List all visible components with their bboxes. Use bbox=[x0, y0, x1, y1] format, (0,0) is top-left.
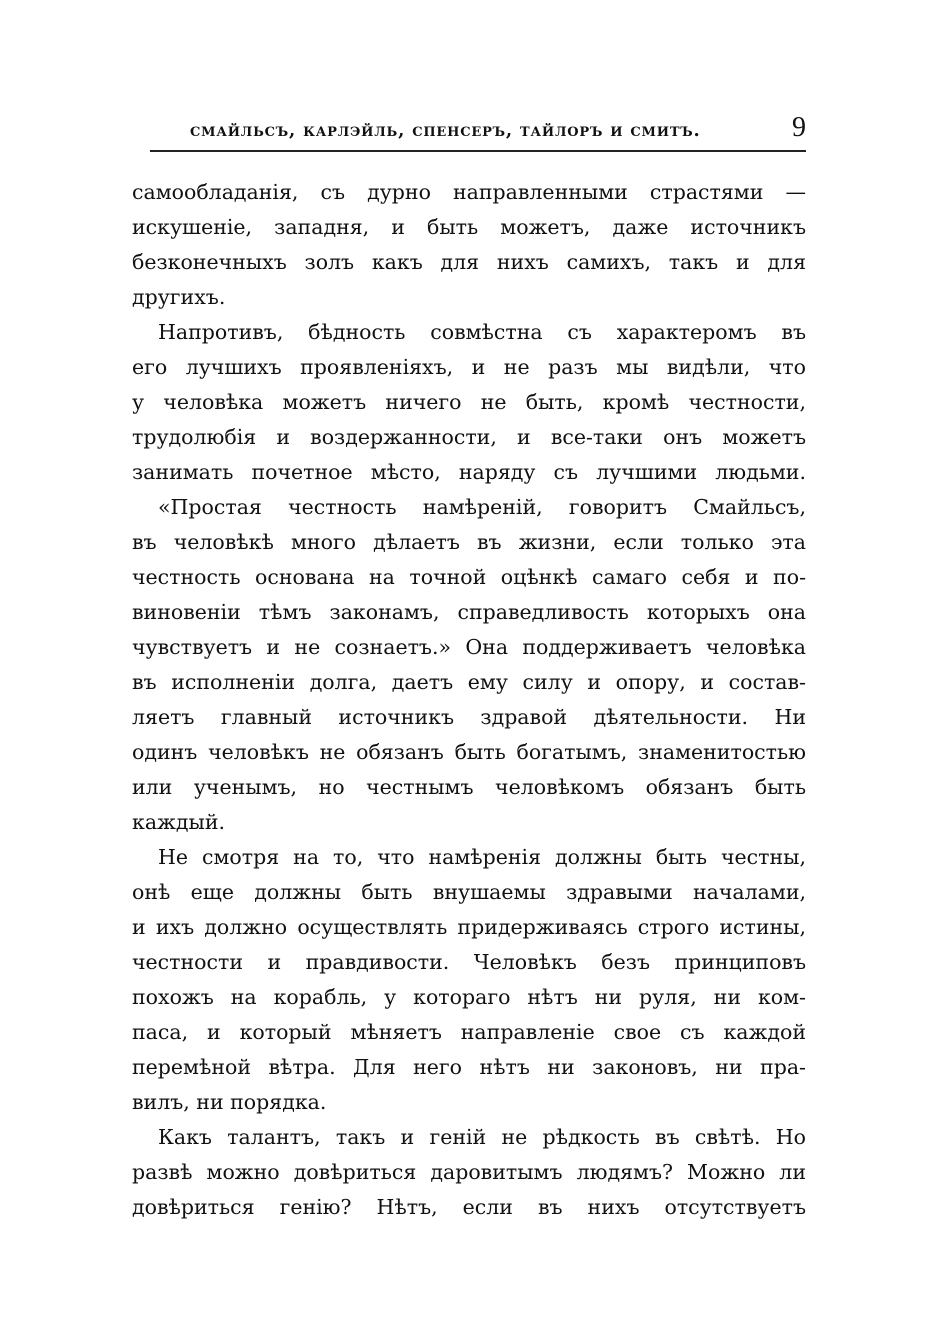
text-line: занимать почетное мѣсто, наряду съ лучшими людьми. bbox=[132, 460, 806, 484]
running-title: смайльсъ, карлэйль, спенсеръ, тайлоръ и смитъ. bbox=[190, 120, 701, 141]
text-line: довѣриться генію? Нѣтъ, если въ нихъ отсутствуетъ bbox=[132, 1195, 806, 1219]
text-line: виновеніи тѣмъ законамъ, справедливость которыхъ она bbox=[132, 600, 806, 624]
text-line: честности и правдивости. Человѣкъ безъ принциповъ bbox=[132, 950, 806, 974]
text-line: онѣ еще должны быть внушаемы здравыми началами, bbox=[132, 880, 806, 904]
text-line: и ихъ должно осуществлять придерживаясь строго истины, bbox=[132, 915, 806, 939]
text-line: трудолюбія и воздержанности, и все-таки онъ можетъ bbox=[132, 425, 806, 449]
paragraph-5 bbox=[132, 1120, 806, 1225]
text-line: похожъ на корабль, у котораго нѣтъ ни руля, ни ком- bbox=[132, 985, 806, 1009]
text-line: Напротивъ, бѣдность совмѣстна съ характеромъ въ bbox=[158, 320, 806, 344]
text-line: развѣ можно довѣриться даровитымъ людямъ? Можно ли bbox=[132, 1160, 806, 1184]
paragraph-3 bbox=[132, 490, 806, 840]
paragraph-4 bbox=[132, 840, 806, 1120]
body-text bbox=[132, 175, 806, 1225]
text-line: «Простая честность намѣреній, говоритъ Смайльсъ, bbox=[158, 495, 806, 519]
text-line: его лучшихъ проявленіяхъ, и не разъ мы видѣли, что bbox=[132, 355, 806, 379]
running-head bbox=[150, 112, 806, 152]
header-rule bbox=[150, 150, 806, 152]
paragraph-1 bbox=[132, 175, 806, 315]
text-line: въ исполненіи долга, даетъ ему силу и опору, и состав- bbox=[132, 670, 806, 694]
page-number: 9 bbox=[792, 112, 806, 143]
text-line: вилъ, ни порядка. bbox=[132, 1090, 327, 1114]
text-line: ляетъ главный источникъ здравой дѣятельности. Ни bbox=[132, 705, 806, 729]
paragraph-2 bbox=[132, 315, 806, 490]
text-line: или ученымъ, но честнымъ человѣкомъ обязанъ быть bbox=[132, 775, 806, 799]
text-line: Какъ талантъ, такъ и геній не рѣдкость въ свѣтѣ. Но bbox=[158, 1125, 806, 1149]
text-line: чувствуетъ и не сознаетъ.» Она поддерживаетъ человѣка bbox=[132, 635, 806, 659]
text-line: паса, и который мѣняетъ направленіе свое съ каждой bbox=[132, 1020, 806, 1044]
text-line: у человѣка можетъ ничего не быть, кромѣ честности, bbox=[132, 390, 806, 414]
text-line: самообладанія, съ дурно направленными страстями — bbox=[132, 180, 806, 204]
text-line: одинъ человѣкъ не обязанъ быть богатымъ, знаменитостью bbox=[132, 740, 806, 764]
text-line: перемѣной вѣтра. Для него нѣтъ ни законовъ, ни пра- bbox=[132, 1055, 806, 1079]
text-line: Не смотря на то, что намѣренія должны быть честны, bbox=[158, 845, 806, 869]
text-line: каждый. bbox=[132, 810, 226, 834]
text-line: другихъ. bbox=[132, 285, 226, 309]
text-line: искушеніе, западня, и быть можетъ, даже источникъ bbox=[132, 215, 806, 239]
text-line: честность основана на точной оцѣнкѣ самаго себя и по- bbox=[132, 565, 806, 589]
text-line: въ человѣкѣ много дѣлаетъ въ жизни, если только эта bbox=[132, 530, 806, 554]
text-line: безконечныхъ золъ какъ для нихъ самихъ, такъ и для bbox=[132, 250, 806, 274]
